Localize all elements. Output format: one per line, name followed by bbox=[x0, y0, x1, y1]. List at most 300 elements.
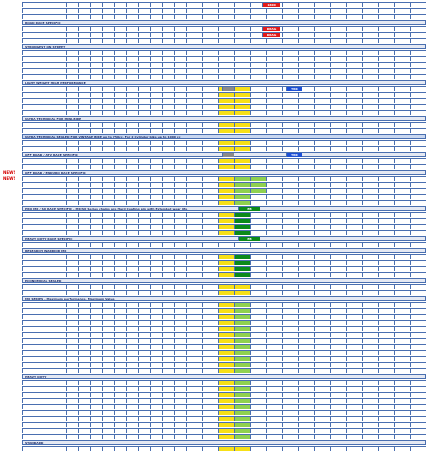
table-cell bbox=[378, 140, 394, 145]
table-cell bbox=[126, 326, 138, 331]
table-cell bbox=[126, 356, 138, 361]
table-cell bbox=[394, 56, 410, 61]
table-cell bbox=[218, 62, 234, 67]
table-cell bbox=[150, 26, 162, 31]
rating-cell bbox=[234, 350, 250, 355]
rating-cell bbox=[218, 434, 234, 439]
table-cell bbox=[314, 200, 330, 205]
table-cell bbox=[330, 104, 346, 109]
table-row bbox=[0, 368, 430, 373]
table-cell bbox=[126, 380, 138, 385]
table-cell bbox=[410, 338, 426, 343]
table-cell bbox=[266, 146, 282, 151]
table-cell bbox=[22, 356, 66, 361]
table-cell bbox=[162, 194, 174, 199]
table-cell bbox=[22, 110, 66, 115]
table-cell bbox=[66, 194, 78, 199]
table-cell bbox=[394, 260, 410, 265]
status-badge: EB bbox=[238, 236, 260, 241]
table-cell bbox=[102, 98, 114, 103]
table-cell bbox=[378, 386, 394, 391]
table-cell bbox=[126, 266, 138, 271]
table-cell bbox=[90, 62, 102, 67]
table-cell bbox=[78, 224, 90, 229]
table-cell bbox=[138, 272, 150, 277]
table-cell bbox=[102, 314, 114, 319]
table-cell bbox=[102, 326, 114, 331]
table-cell bbox=[410, 302, 426, 307]
table-cell bbox=[250, 140, 266, 145]
table-cell bbox=[362, 284, 378, 289]
table-cell bbox=[346, 218, 362, 223]
table-row bbox=[0, 62, 430, 67]
table-cell bbox=[126, 362, 138, 367]
table-cell bbox=[314, 284, 330, 289]
table-cell bbox=[298, 146, 314, 151]
table-cell bbox=[282, 272, 298, 277]
table-cell bbox=[378, 62, 394, 67]
table-cell bbox=[66, 302, 78, 307]
table-cell bbox=[162, 428, 174, 433]
table-cell bbox=[102, 122, 114, 127]
table-cell bbox=[410, 110, 426, 115]
table-cell bbox=[138, 164, 150, 169]
table-cell bbox=[314, 146, 330, 151]
rating-cell bbox=[218, 380, 234, 385]
table-cell bbox=[150, 428, 162, 433]
table-cell bbox=[410, 98, 426, 103]
table-cell bbox=[298, 314, 314, 319]
rating-cell bbox=[218, 188, 234, 193]
table-cell bbox=[378, 266, 394, 271]
table-cell bbox=[162, 212, 174, 217]
table-cell bbox=[22, 104, 66, 109]
table-cell bbox=[394, 218, 410, 223]
table-cell bbox=[90, 176, 102, 181]
table-cell bbox=[314, 302, 330, 307]
table-cell bbox=[266, 188, 282, 193]
table-cell bbox=[126, 314, 138, 319]
table-cell bbox=[102, 32, 114, 37]
table-cell bbox=[78, 128, 90, 133]
table-cell bbox=[362, 422, 378, 427]
table-cell bbox=[22, 428, 66, 433]
table-cell bbox=[410, 104, 426, 109]
table-cell bbox=[114, 74, 126, 79]
table-cell bbox=[162, 308, 174, 313]
table-cell bbox=[78, 380, 90, 385]
table-cell bbox=[174, 122, 186, 127]
table-cell bbox=[66, 416, 78, 421]
table-cell bbox=[138, 302, 150, 307]
table-cell bbox=[22, 308, 66, 313]
table-cell bbox=[138, 194, 150, 199]
table-cell bbox=[330, 92, 346, 97]
table-cell bbox=[410, 320, 426, 325]
table-cell bbox=[282, 404, 298, 409]
table-cell bbox=[150, 212, 162, 217]
table-cell bbox=[22, 140, 66, 145]
table-cell bbox=[22, 284, 66, 289]
table-cell bbox=[78, 320, 90, 325]
table-cell bbox=[186, 50, 202, 55]
table-cell bbox=[186, 146, 202, 151]
table-cell bbox=[250, 212, 266, 217]
table-cell bbox=[22, 254, 66, 259]
table-cell bbox=[298, 98, 314, 103]
table-cell bbox=[346, 140, 362, 145]
section-header: OFF ROAD / ENDURO RACE SPECIFIC bbox=[22, 170, 426, 175]
table-cell bbox=[138, 266, 150, 271]
table-cell bbox=[138, 50, 150, 55]
table-cell bbox=[138, 26, 150, 31]
table-cell bbox=[346, 332, 362, 337]
table-cell bbox=[102, 266, 114, 271]
rating-cell bbox=[218, 404, 234, 409]
table-row bbox=[0, 320, 430, 325]
table-cell bbox=[394, 98, 410, 103]
table-cell bbox=[378, 212, 394, 217]
table-cell bbox=[90, 212, 102, 217]
table-cell bbox=[314, 332, 330, 337]
table-cell bbox=[90, 362, 102, 367]
table-cell bbox=[346, 26, 362, 31]
table-cell bbox=[346, 380, 362, 385]
table-cell bbox=[90, 338, 102, 343]
table-cell bbox=[314, 362, 330, 367]
table-cell bbox=[346, 194, 362, 199]
table-cell bbox=[282, 422, 298, 427]
table-cell bbox=[22, 50, 66, 55]
table-cell bbox=[330, 200, 346, 205]
table-cell bbox=[114, 272, 126, 277]
table-cell bbox=[186, 230, 202, 235]
table-cell bbox=[66, 326, 78, 331]
table-cell bbox=[78, 410, 90, 415]
table-cell bbox=[150, 86, 162, 91]
table-cell bbox=[282, 176, 298, 181]
table-cell bbox=[22, 8, 66, 13]
table-cell bbox=[330, 338, 346, 343]
table-cell bbox=[282, 62, 298, 67]
table-cell bbox=[90, 446, 102, 451]
table-cell bbox=[22, 224, 66, 229]
table-cell bbox=[250, 350, 266, 355]
table-row bbox=[0, 422, 430, 427]
table-cell bbox=[126, 8, 138, 13]
table-cell bbox=[150, 92, 162, 97]
table-cell bbox=[114, 104, 126, 109]
table-cell bbox=[126, 32, 138, 37]
table-cell bbox=[298, 230, 314, 235]
table-row bbox=[0, 68, 430, 73]
table-cell bbox=[410, 446, 426, 451]
table-cell bbox=[186, 380, 202, 385]
rating-cell bbox=[234, 110, 250, 115]
table-cell bbox=[186, 308, 202, 313]
table-cell bbox=[78, 338, 90, 343]
table-cell bbox=[126, 350, 138, 355]
table-cell bbox=[138, 314, 150, 319]
table-cell bbox=[218, 56, 234, 61]
table-cell bbox=[266, 200, 282, 205]
table-cell bbox=[314, 428, 330, 433]
table-cell bbox=[114, 158, 126, 163]
table-cell bbox=[186, 176, 202, 181]
table-cell bbox=[394, 128, 410, 133]
table-cell bbox=[410, 146, 426, 151]
table-cell bbox=[126, 302, 138, 307]
table-cell bbox=[78, 62, 90, 67]
table-row bbox=[0, 446, 430, 451]
section-header: LIGHT WEIGHT HIGH PERFORMANCE bbox=[22, 80, 426, 85]
rating-cell bbox=[218, 392, 234, 397]
table-cell bbox=[66, 200, 78, 205]
table-row bbox=[0, 182, 430, 187]
new-tag: NEW! bbox=[3, 176, 16, 181]
table-cell bbox=[202, 188, 218, 193]
table-row bbox=[0, 380, 430, 385]
table-cell bbox=[282, 242, 298, 247]
table-cell bbox=[78, 68, 90, 73]
table-cell bbox=[314, 176, 330, 181]
table-cell bbox=[362, 338, 378, 343]
table-cell bbox=[150, 356, 162, 361]
table-cell bbox=[314, 380, 330, 385]
table-cell bbox=[186, 338, 202, 343]
table-cell bbox=[90, 146, 102, 151]
table-cell bbox=[362, 218, 378, 223]
table-cell bbox=[202, 68, 218, 73]
table-cell bbox=[346, 386, 362, 391]
table-cell bbox=[330, 260, 346, 265]
table-cell bbox=[346, 308, 362, 313]
table-row bbox=[0, 26, 430, 31]
rating-cell bbox=[234, 122, 250, 127]
table-cell bbox=[266, 38, 282, 43]
table-cell bbox=[314, 68, 330, 73]
table-cell bbox=[266, 92, 282, 97]
table-cell bbox=[186, 320, 202, 325]
table-cell bbox=[394, 290, 410, 295]
table-cell bbox=[150, 188, 162, 193]
table-cell bbox=[186, 8, 202, 13]
rating-cell bbox=[218, 326, 234, 331]
table-cell bbox=[150, 302, 162, 307]
table-cell bbox=[186, 368, 202, 373]
rating-cell bbox=[218, 446, 234, 451]
table-cell bbox=[394, 212, 410, 217]
table-cell bbox=[266, 332, 282, 337]
table-cell bbox=[114, 122, 126, 127]
table-cell bbox=[346, 266, 362, 271]
table-cell bbox=[266, 338, 282, 343]
table-cell bbox=[126, 320, 138, 325]
table-cell bbox=[298, 272, 314, 277]
table-cell bbox=[298, 290, 314, 295]
table-cell bbox=[314, 2, 330, 7]
table-cell bbox=[126, 92, 138, 97]
table-cell bbox=[66, 188, 78, 193]
table-cell bbox=[330, 32, 346, 37]
table-cell bbox=[362, 164, 378, 169]
table-cell bbox=[66, 314, 78, 319]
table-cell bbox=[362, 350, 378, 355]
table-cell bbox=[150, 104, 162, 109]
table-cell bbox=[362, 104, 378, 109]
table-cell bbox=[78, 344, 90, 349]
table-cell bbox=[346, 68, 362, 73]
table-cell bbox=[378, 260, 394, 265]
table-cell bbox=[114, 212, 126, 217]
table-cell bbox=[174, 50, 186, 55]
table-cell bbox=[330, 242, 346, 247]
table-row bbox=[0, 392, 430, 397]
table-cell bbox=[186, 140, 202, 145]
table-cell bbox=[362, 224, 378, 229]
table-cell bbox=[162, 176, 174, 181]
table-cell bbox=[174, 392, 186, 397]
table-cell bbox=[126, 128, 138, 133]
table-row bbox=[0, 356, 430, 361]
table-cell bbox=[314, 242, 330, 247]
table-cell bbox=[102, 74, 114, 79]
table-cell bbox=[250, 158, 266, 163]
table-cell bbox=[346, 14, 362, 19]
table-cell bbox=[362, 200, 378, 205]
section-header: MX SERIES - Maximum performance, Maximum Value bbox=[22, 296, 426, 301]
table-row bbox=[0, 86, 430, 91]
table-cell bbox=[282, 98, 298, 103]
table-cell bbox=[410, 8, 426, 13]
table-cell bbox=[126, 332, 138, 337]
table-cell bbox=[126, 224, 138, 229]
table-cell bbox=[126, 386, 138, 391]
table-cell bbox=[250, 356, 266, 361]
table-cell bbox=[22, 410, 66, 415]
table-cell bbox=[78, 26, 90, 31]
table-cell bbox=[394, 368, 410, 373]
table-cell bbox=[162, 164, 174, 169]
table-cell bbox=[174, 194, 186, 199]
table-cell bbox=[314, 272, 330, 277]
table-cell bbox=[126, 416, 138, 421]
table-cell bbox=[162, 242, 174, 247]
table-cell bbox=[394, 350, 410, 355]
table-cell bbox=[126, 254, 138, 259]
table-cell bbox=[346, 158, 362, 163]
table-cell bbox=[66, 104, 78, 109]
table-cell bbox=[126, 14, 138, 19]
table-cell bbox=[314, 26, 330, 31]
table-cell bbox=[250, 338, 266, 343]
table-cell bbox=[78, 230, 90, 235]
table-cell bbox=[314, 398, 330, 403]
table-cell bbox=[410, 284, 426, 289]
table-cell bbox=[186, 98, 202, 103]
table-cell bbox=[150, 266, 162, 271]
table-cell bbox=[346, 74, 362, 79]
table-cell bbox=[202, 398, 218, 403]
table-cell bbox=[78, 302, 90, 307]
table-cell bbox=[186, 26, 202, 31]
table-cell bbox=[330, 146, 346, 151]
section-header: STRONGEST ON STREET bbox=[22, 44, 426, 49]
table-cell bbox=[150, 416, 162, 421]
table-cell bbox=[298, 404, 314, 409]
table-cell bbox=[282, 356, 298, 361]
table-cell bbox=[410, 32, 426, 37]
table-cell bbox=[394, 416, 410, 421]
table-cell bbox=[186, 326, 202, 331]
table-cell bbox=[314, 74, 330, 79]
table-cell bbox=[362, 392, 378, 397]
table-cell bbox=[298, 26, 314, 31]
table-row bbox=[0, 104, 430, 109]
table-cell bbox=[282, 254, 298, 259]
table-cell bbox=[378, 176, 394, 181]
table-cell bbox=[378, 314, 394, 319]
table-cell bbox=[330, 158, 346, 163]
table-cell bbox=[66, 224, 78, 229]
table-cell bbox=[202, 326, 218, 331]
table-cell bbox=[22, 302, 66, 307]
table-cell bbox=[66, 392, 78, 397]
table-cell bbox=[282, 368, 298, 373]
table-cell bbox=[174, 68, 186, 73]
table-cell bbox=[102, 398, 114, 403]
table-cell bbox=[126, 188, 138, 193]
rating-cell bbox=[250, 182, 266, 187]
table-cell bbox=[346, 284, 362, 289]
table-cell bbox=[114, 218, 126, 223]
table-cell bbox=[78, 260, 90, 265]
table-cell bbox=[174, 104, 186, 109]
table-row bbox=[0, 332, 430, 337]
table-cell bbox=[314, 98, 330, 103]
table-cell bbox=[202, 338, 218, 343]
section-header: ECONOMICAL SEALED bbox=[22, 278, 426, 283]
section-header: STANDARD bbox=[22, 440, 426, 445]
table-cell bbox=[114, 32, 126, 37]
table-cell bbox=[138, 38, 150, 43]
table-cell bbox=[174, 32, 186, 37]
table-cell bbox=[394, 176, 410, 181]
table-cell bbox=[314, 260, 330, 265]
table-cell bbox=[394, 356, 410, 361]
table-cell bbox=[362, 410, 378, 415]
table-cell bbox=[174, 2, 186, 7]
table-cell bbox=[66, 356, 78, 361]
table-cell bbox=[162, 74, 174, 79]
table-cell bbox=[410, 362, 426, 367]
table-cell bbox=[174, 110, 186, 115]
table-cell bbox=[410, 350, 426, 355]
table-cell bbox=[202, 404, 218, 409]
table-cell bbox=[162, 404, 174, 409]
table-cell bbox=[22, 290, 66, 295]
table-cell bbox=[150, 194, 162, 199]
table-cell bbox=[298, 140, 314, 145]
table-cell bbox=[250, 272, 266, 277]
table-cell bbox=[186, 392, 202, 397]
table-cell bbox=[394, 104, 410, 109]
table-cell bbox=[362, 356, 378, 361]
table-cell bbox=[378, 50, 394, 55]
table-cell bbox=[378, 200, 394, 205]
table-cell bbox=[298, 194, 314, 199]
rating-cell bbox=[234, 368, 250, 373]
